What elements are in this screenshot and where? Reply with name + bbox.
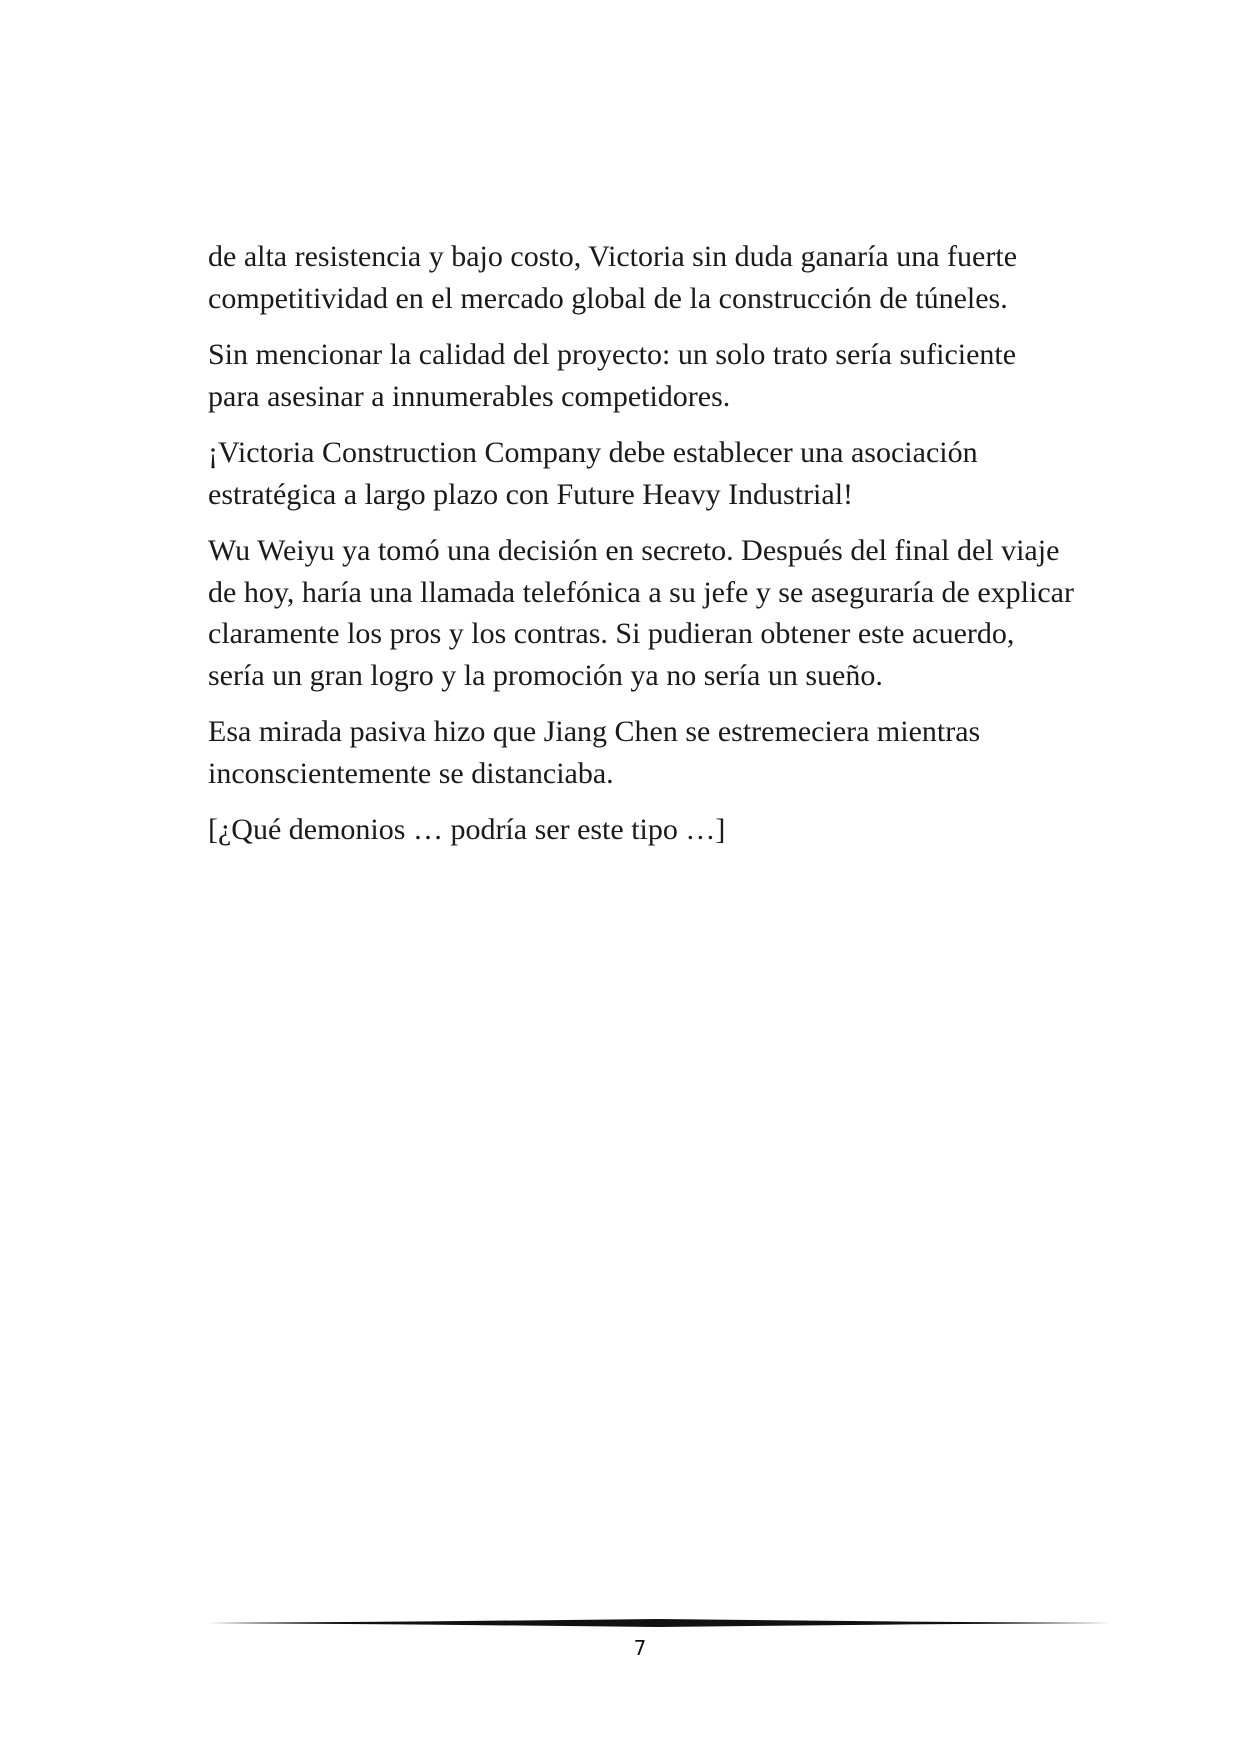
paragraph-2: Sin mencionar la calidad del proyecto: un solo trato sería suficiente para asesinar a innumerables competidores. [208, 338, 1017, 413]
paragraph-6: [¿Qué demonios … podría ser este tipo …] [208, 813, 726, 846]
page-number: 7 [633, 1636, 647, 1660]
footer-divider [208, 1616, 1112, 1630]
paragraph-5: Esa mirada pasiva hizo que Jiang Chen se estremeciera mientras inconscientemente se distanciaba. [208, 715, 981, 790]
paragraph-1: de alta resistencia y bajo costo, Victoria sin duda ganaría una fuerte competitividad en el mercado global de la construcción de túneles. [208, 240, 1018, 315]
paragraph-4: Wu Weiyu ya tomó una decisión en secreto. Después del final del viaje de hoy, haría una llamada telefónica a su jefe y se aseguraría de explicar claramente los pros y los contras. Si pudieran obtener este acuerdo, sería un gran logro y la promoción ya no sería un sueño. [208, 534, 1074, 692]
paragraph-3: ¡Victoria Construction Company debe establecer una asociación estratégica a largo plazo con Future Heavy Industrial! [208, 436, 978, 511]
body-text [208, 236, 1088, 866]
